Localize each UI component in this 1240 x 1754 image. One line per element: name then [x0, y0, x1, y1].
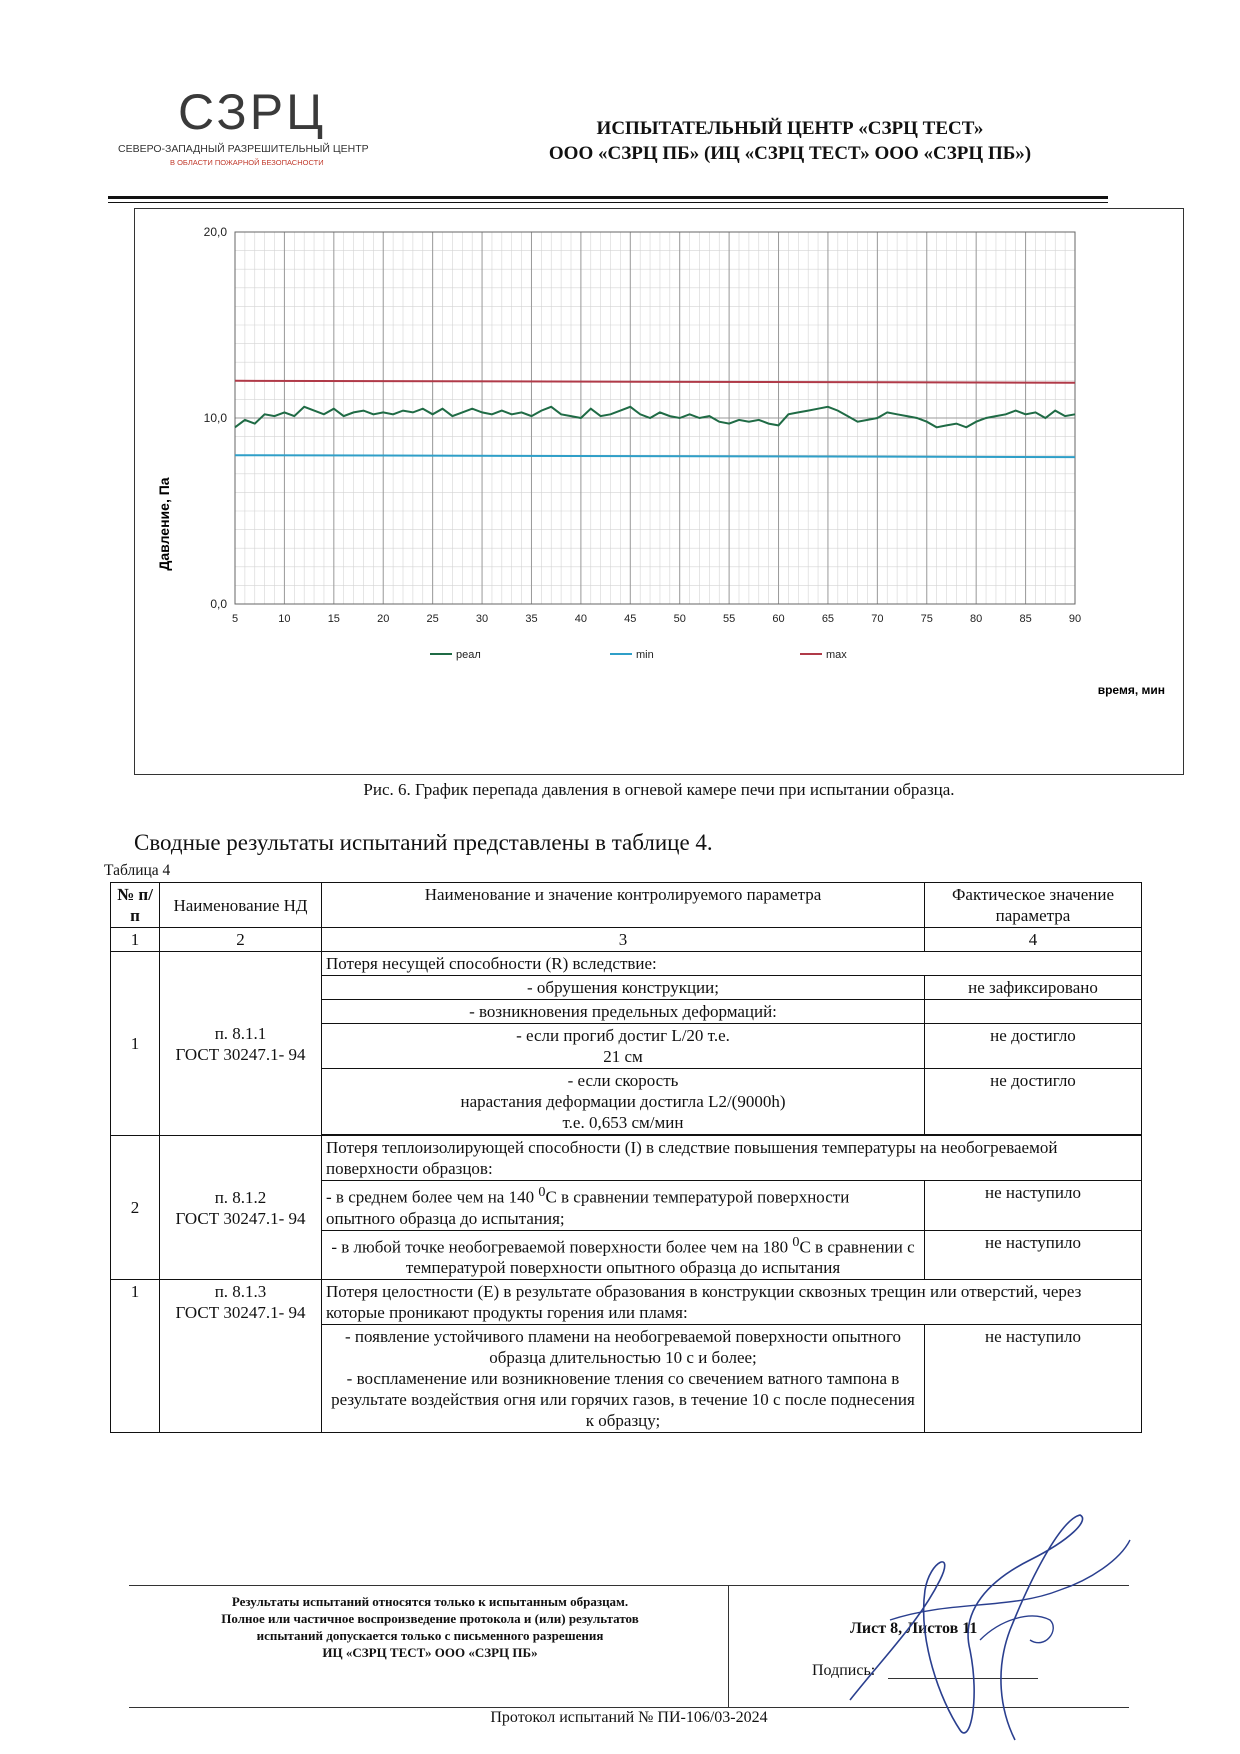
degree-sup: 0	[538, 1184, 546, 1200]
legend-label-реал: реал	[456, 649, 481, 661]
summary-text: Сводные результаты испытаний представлены в таблице 4.	[134, 830, 713, 855]
figure-caption: Рис. 6. График перепада давления в огневой камере печи при испытании образца.	[363, 780, 955, 799]
notice-line: испытаний допускается только с письменного разрешения	[256, 1628, 604, 1643]
actual-value-empty	[925, 1000, 1142, 1024]
org-title-line1: ИСПЫТАТЕЛЬНЫЙ ЦЕНТР «СЗРЦ ТЕСТ»	[596, 118, 984, 139]
table-row	[111, 1280, 1142, 1325]
header-num: № п/п	[111, 883, 160, 928]
protocol-number: Протокол испытаний № ПИ-106/03-2024	[490, 1709, 768, 1726]
column-number-row	[111, 928, 1142, 952]
table-row	[111, 952, 1142, 976]
y-tick-label: 20,0	[203, 225, 227, 239]
table-row	[111, 1136, 1142, 1181]
x-tick-label: 90	[1068, 613, 1082, 625]
signature-label: Подпись:	[812, 1662, 876, 1679]
x-tick-label: 85	[1019, 613, 1032, 625]
header-divider-thin	[108, 202, 1108, 203]
param-text: - возникновения предельных деформаций:	[322, 1000, 925, 1024]
handwritten-signature	[830, 1500, 1150, 1750]
param-part: - в любой точке необогреваемой поверхности более чем на 180	[331, 1237, 793, 1257]
logo-tagline: В ОБЛАСТИ ПОЖАРНОЙ БЕЗОПАСНОСТИ	[170, 158, 324, 167]
header-param: Наименование и значение контролируемого параметра	[322, 883, 925, 928]
col-number: 1	[111, 928, 160, 952]
param-line: т.е. 0,653 см/мин	[562, 1113, 684, 1132]
results-table	[110, 882, 1142, 1433]
nd-standard: ГОСТ 30247.1- 94	[175, 1044, 306, 1064]
param-text	[322, 1069, 925, 1135]
row-num: 1	[111, 1280, 160, 1433]
param-text	[322, 1325, 925, 1433]
actual-value: не достигло	[925, 1024, 1142, 1069]
header-divider	[108, 196, 1108, 199]
row-num: 2	[111, 1136, 160, 1280]
notice-line: Результаты испытаний относятся только к испытанным образцам.	[231, 1594, 629, 1609]
notice-line: ИЦ «СЗРЦ ТЕСТ» ООО «СЗРЦ ПБ»	[322, 1645, 538, 1660]
param-line: нарастания деформации достигла L2/(9000h)	[460, 1092, 786, 1111]
group-title: Потеря несущей способности (R) вследствие:	[322, 952, 1142, 976]
group-title: Потеря целостности (Е) в результате образования в конструкции сквозных трещин или отверстий, через которые проникают продукты горения или пламя:	[322, 1280, 1142, 1325]
param-line: - если прогиб достиг L/20 т.е.	[516, 1026, 730, 1045]
sheet-number: Лист 8, Листов 11	[850, 1620, 978, 1637]
chart-frame	[134, 208, 1184, 775]
param-text	[322, 1024, 925, 1069]
row-num: 1	[111, 952, 160, 1136]
x-tick-label: 65	[821, 613, 835, 625]
x-tick-label: 20	[377, 613, 390, 625]
col-number: 2	[160, 928, 322, 952]
nd-clause: п. 8.1.2	[214, 1187, 267, 1207]
x-tick-label: 5	[231, 613, 239, 625]
header-actual: Фактическое значение параметра	[925, 883, 1142, 928]
footer-notice	[140, 1593, 720, 1661]
nd-standard: ГОСТ 30247.1- 94	[175, 1303, 306, 1323]
row-nd	[160, 1280, 322, 1433]
row-nd	[160, 1136, 322, 1280]
x-tick-label: 45	[624, 613, 637, 625]
header-nd: Наименование НД	[160, 883, 322, 928]
actual-value: не достигло	[925, 1069, 1142, 1135]
x-tick-label: 30	[475, 613, 489, 625]
footer-vertical-divider	[728, 1585, 729, 1707]
param-part: С в сравнении с температурой поверхности опытного образца до испытания	[405, 1237, 915, 1278]
org-title-line2: ООО «СЗРЦ ПБ» (ИЦ «СЗРЦ ТЕСТ» ООО «СЗРЦ ПБ»)	[548, 143, 1032, 164]
degree-sup: 0	[792, 1233, 800, 1250]
actual-value: не зафиксировано	[925, 976, 1142, 1000]
y-axis-label: Давление, Па	[156, 477, 172, 571]
param-line: - воспламенение или возникновение тления со свечением ватного тампона в результате воздействия огня или горячих газов, в течение 10 с после поднесения к образцу;	[331, 1369, 915, 1431]
legend-label-max: max	[826, 649, 847, 661]
param-text	[322, 1230, 925, 1280]
x-tick-label: 40	[574, 613, 588, 625]
legend-label-min: min	[636, 649, 654, 661]
x-axis-label: время, мин	[1097, 683, 1165, 697]
param-text	[322, 1181, 925, 1231]
notice-line: Полное или частичное воспроизведение протокола и (или) результатов	[221, 1611, 639, 1626]
x-tick-label: 60	[772, 613, 785, 625]
param-line: - появление устойчивого пламени на необогреваемой поверхности опытного образца длительностью 10 с и более;	[344, 1327, 902, 1368]
actual-value: не наступило	[925, 1325, 1142, 1433]
series-line-реал	[235, 407, 1075, 428]
logo-subtitle: СЕВЕРО-ЗАПАДНЫЙ РАЗРЕШИТЕЛЬНЫЙ ЦЕНТР	[118, 143, 369, 155]
pressure-chart	[135, 209, 1183, 774]
param-part: - в среднем более чем на 140	[326, 1187, 539, 1207]
nd-clause: п. 8.1.3	[214, 1282, 267, 1302]
param-line: - если скорость	[567, 1071, 679, 1090]
nd-clause: п. 8.1.1	[214, 1023, 267, 1043]
x-tick-label: 80	[970, 613, 983, 625]
row-nd	[160, 952, 322, 1136]
col-number: 3	[322, 928, 925, 952]
logo-mark: СЗРЦ	[178, 84, 327, 140]
param-part: С в сравнении температурой поверхности опытного образца до испытания;	[326, 1187, 850, 1228]
table-label: Таблица 4	[104, 862, 171, 879]
y-tick-label: 10,0	[203, 411, 227, 425]
x-tick-label: 35	[525, 613, 538, 625]
y-tick-label: 0,0	[210, 597, 227, 611]
x-tick-label: 10	[278, 613, 291, 625]
table-header-row	[111, 883, 1142, 928]
param-line: 21 см	[603, 1047, 643, 1066]
x-tick-label: 55	[722, 613, 736, 625]
x-tick-label: 50	[673, 613, 686, 625]
param-text: - обрушения конструкции;	[322, 976, 925, 1000]
x-tick-label: 75	[920, 613, 933, 625]
actual-value: не наступило	[925, 1181, 1142, 1231]
x-tick-label: 25	[426, 613, 439, 625]
group-title: Потеря теплоизолирующей способности (I) в следствие повышения температуры на необогреваемой поверхности образцов:	[322, 1136, 1142, 1181]
nd-standard: ГОСТ 30247.1- 94	[175, 1208, 306, 1228]
x-tick-label: 15	[327, 613, 340, 625]
actual-value: не наступило	[925, 1230, 1142, 1280]
col-number: 4	[925, 928, 1142, 952]
x-tick-label: 70	[871, 613, 884, 625]
